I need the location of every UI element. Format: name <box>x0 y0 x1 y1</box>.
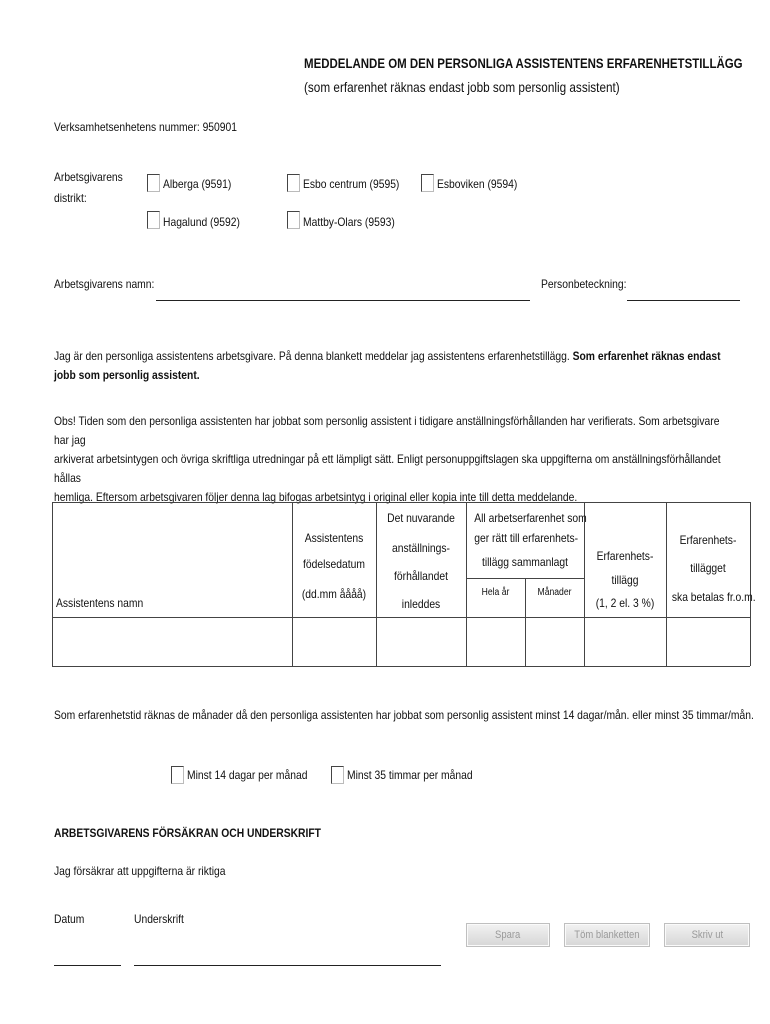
col-months-header: Månader <box>537 587 572 598</box>
row-months-cell[interactable] <box>526 618 583 665</box>
min-35-hours-checkbox[interactable] <box>331 766 344 784</box>
col-experience-header-2: ger rätt till erfarenhets- <box>474 531 579 545</box>
intro-text: Jag är den personliga assistentens arbetsgivare. På denna blankett meddelar jag assistentens erfarenhetstillägg. <box>54 349 573 363</box>
col-experience-header-1: All arbetserfarenhet som <box>474 511 587 525</box>
row-name-cell[interactable] <box>53 618 291 665</box>
notice-line: hemliga. Eftersom arbetsgivaren följer denna lag bifogas arbetsintyg i original eller kopia inte till detta meddelande. <box>54 490 578 504</box>
min-14-days-checkbox[interactable] <box>171 766 184 784</box>
form-title: MEDDELANDE OM DEN PERSONLIGA ASSISTENTENS ERFARENHETSTILLÄGG <box>304 55 743 71</box>
col-paid-from-header-2: tillägget <box>690 561 726 575</box>
mattby-olars-label: Mattby-Olars (9593) <box>303 215 395 229</box>
row-birth-cell[interactable] <box>293 618 375 665</box>
save-button-label: Spara <box>495 929 521 941</box>
col-supplement-header-2: tillägg <box>611 573 639 587</box>
col-paid-from-header-1: Erfarenhets- <box>679 533 737 547</box>
person-id-label: Personbeteckning: <box>541 277 627 291</box>
row-years-cell[interactable] <box>467 618 524 665</box>
employer-name-label: Arbetsgivarens namn: <box>54 277 155 291</box>
clear-form-button-label: Töm blanketten <box>574 929 640 941</box>
experience-rule-text: Som erfarenhetstid räknas de månader då den personliga assistenten har jobbat som personlig assistent minst 14 dagar/mån. eller minst 35 timmar/mån. <box>54 708 754 722</box>
unit-number: Verksamhetsenhetens nummer: 950901 <box>54 120 238 134</box>
row-supplement-cell[interactable] <box>585 618 665 665</box>
col-start-header-1: Det nuvarande <box>387 511 455 525</box>
mattby-olars-checkbox[interactable] <box>287 211 300 229</box>
esboviken-checkbox[interactable] <box>421 174 434 192</box>
clear-form-button[interactable] <box>564 923 650 947</box>
col-start-header-4: inleddes <box>401 597 441 611</box>
col-experience-header-3: tillägg sammanlagt <box>481 555 569 569</box>
alberga-label: Alberga (9591) <box>163 177 232 191</box>
hagalund-checkbox[interactable] <box>147 211 160 229</box>
esbo-centrum-checkbox[interactable] <box>287 174 300 192</box>
row-paid-from-cell[interactable] <box>667 618 749 665</box>
col-start-header-2: anställnings- <box>392 541 450 555</box>
print-button-label: Skriv ut <box>691 929 723 941</box>
date-field[interactable] <box>54 965 121 966</box>
signature-label: Underskrift <box>134 912 184 926</box>
esbo-centrum-label: Esbo centrum (9595) <box>303 177 400 191</box>
intro-bold-text: Som erfarenhet räknas endast jobb som personlig assistent. <box>54 349 721 382</box>
min-14-days-label: Minst 14 dagar per månad <box>187 768 308 782</box>
signature-field[interactable] <box>134 965 441 966</box>
print-button[interactable] <box>664 923 750 947</box>
col-birth-header-1: Assistentens <box>304 531 364 545</box>
col-supplement-header-1: Erfarenhets- <box>596 549 654 563</box>
notice-paragraph <box>54 412 733 507</box>
col-birth-header-3: (dd.mm åååå) <box>301 587 367 601</box>
col-years-header: Hela år <box>481 587 510 598</box>
save-button[interactable] <box>466 923 550 947</box>
col-birth-header-2: födelsedatum <box>303 557 365 571</box>
col-name-header: Assistentens namn <box>56 596 144 610</box>
col-supplement-header-3: (1, 2 el. 3 %) <box>595 596 655 610</box>
declaration-text: Jag försäkrar att uppgifterna är riktiga <box>54 864 226 878</box>
esboviken-label: Esboviken (9594) <box>437 177 518 191</box>
district-label-line2: distrikt: <box>54 191 87 205</box>
alberga-checkbox[interactable] <box>147 174 160 192</box>
col-paid-from-header-3: ska betalas fr.o.m. <box>671 590 756 604</box>
hagalund-label: Hagalund (9592) <box>163 215 240 229</box>
date-label: Datum <box>54 912 85 926</box>
district-label-line1: Arbetsgivarens <box>54 170 123 184</box>
declaration-heading: ARBETSGIVARENS FÖRSÄKRAN OCH UNDERSKRIFT <box>54 826 321 840</box>
employer-name-field[interactable] <box>156 300 530 301</box>
row-start-cell[interactable] <box>377 618 465 665</box>
form-subtitle: (som erfarenhet räknas endast jobb som personlig assistent) <box>304 79 620 95</box>
intro-paragraph <box>54 347 733 385</box>
notice-line: Obs! Tiden som den personliga assistenten har jobbat som personlig assistent i tidigare anställningsförhållanden har verifierats. Som arbetsgivare har jag <box>54 414 720 447</box>
person-id-field[interactable] <box>627 300 740 301</box>
min-35-hours-label: Minst 35 timmar per månad <box>347 768 473 782</box>
col-start-header-3: förhållandet <box>394 569 448 583</box>
notice-line: arkiverat arbetsintygen och övriga skriftliga utredningar på ett lämpligt sätt. Enligt personuppgiftslagen ska uppgifterna om anställningsförhållandet hållas <box>54 452 721 485</box>
